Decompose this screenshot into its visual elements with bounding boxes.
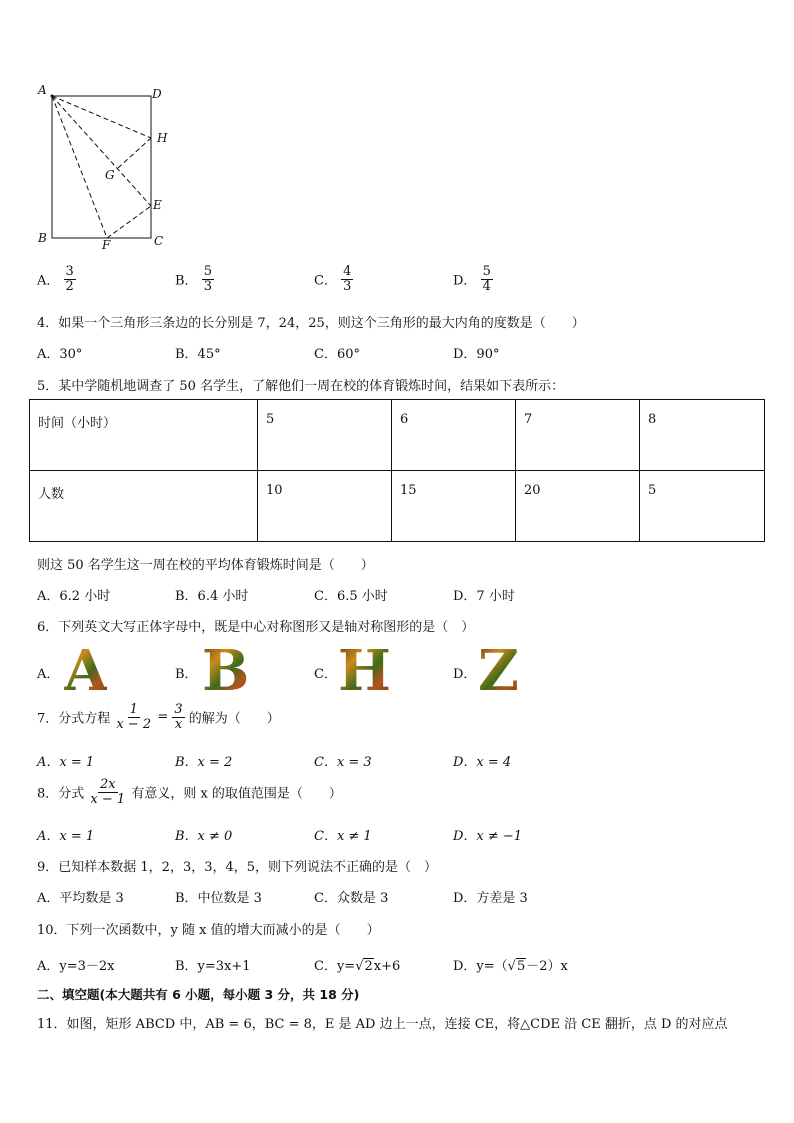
label-F: F <box>102 238 111 252</box>
q5-table <box>29 399 765 542</box>
q3-option-b[interactable]: B． $\frac{5}{3}$ <box>175 264 212 294</box>
q3-option-a[interactable]: A． $\frac{3}{2}$ <box>37 264 74 294</box>
q8-option-b[interactable]: B．x ≠ 0 <box>175 829 233 844</box>
q5-option-a[interactable]: A．6.2 小时 <box>37 589 111 604</box>
label-A: A <box>38 83 47 97</box>
q4-option-d[interactable]: D．90° <box>453 347 500 362</box>
q5-option-b[interactable]: B．6.4 小时 <box>175 589 249 604</box>
q9-option-a[interactable]: A．平均数是 3 <box>37 891 124 906</box>
q6-stem: 6．下列英文大写正体字母中，既是中心对称图形又是轴对称图形的是（ ） <box>37 620 475 635</box>
letter-b-image: B <box>202 638 250 704</box>
q4-option-b[interactable]: B．45° <box>175 347 221 362</box>
q7-option-d[interactable]: D．x = 4 <box>453 755 512 770</box>
q6-option-d-label[interactable]: D． <box>453 667 477 682</box>
q5-option-c[interactable]: C．6.5 小时 <box>314 589 388 604</box>
q10-option-d[interactable]: D．y=（√5－2）x <box>453 959 568 974</box>
q10-option-b[interactable]: B．y=3x+1 <box>175 959 251 974</box>
table-cell: 15 <box>392 471 516 542</box>
q9-option-d[interactable]: D．方差是 3 <box>453 891 528 906</box>
table-cell: 7 <box>516 400 640 471</box>
table-cell: 5 <box>258 400 392 471</box>
letter-z-image: Z <box>478 638 519 704</box>
q9-option-b[interactable]: B．中位数是 3 <box>175 891 262 906</box>
table-cell: 6 <box>392 400 516 471</box>
q5-option-d[interactable]: D．7 小时 <box>453 589 515 604</box>
q8-option-d[interactable]: D．x ≠ −1 <box>453 829 523 844</box>
table-cell: 10 <box>258 471 392 542</box>
q4-option-a[interactable]: A．30° <box>37 347 83 362</box>
rectangle-figure <box>30 80 180 255</box>
q5-stem: 5．某中学随机地调查了 50 名学生，了解他们一周在校的体育锻炼时间，结果如下表所示： <box>37 379 565 394</box>
letter-a-image: A <box>64 638 108 704</box>
q3-fraction-b: $\frac{5}{3}$ <box>203 264 212 294</box>
table-cell: 时间（小时） <box>30 400 258 471</box>
q6-option-a-label[interactable]: A． <box>37 667 60 682</box>
table-cell: 8 <box>640 400 765 471</box>
q9-stem: 9．已知样本数据 1，2，3，3，4，5，则下列说法不正确的是（ ） <box>37 860 438 875</box>
q6-option-c-label[interactable]: C． <box>314 667 337 682</box>
q5-after: 则这 50 名学生这一周在校的平均体育锻炼时间是（ ） <box>37 558 374 573</box>
q9-option-c[interactable]: C．众数是 3 <box>314 891 389 906</box>
q10-stem: 10．下列一次函数中，y 随 x 值的增大而减小的是（ ） <box>37 923 380 938</box>
q7-option-c[interactable]: C．x = 3 <box>314 755 372 770</box>
q8-option-c[interactable]: C．x ≠ 1 <box>314 829 372 844</box>
label-B: B <box>38 231 47 245</box>
q10-option-a[interactable]: A．y=3－2x <box>37 959 115 974</box>
table-row <box>30 400 765 471</box>
table-row <box>30 471 765 542</box>
q3-option-d[interactable]: D． $\frac{5}{4}$ <box>453 264 491 294</box>
table-cell: 5 <box>640 471 765 542</box>
q6-option-b-label[interactable]: B． <box>175 667 198 682</box>
q7-option-a[interactable]: A．x = 1 <box>37 755 95 770</box>
q8-stem: 8．分式 $\frac{2x}{x - 1}$ 有意义，则 x 的取值范围是（ ） <box>37 777 342 807</box>
section-heading: 二、填空题(本大题共有 6 小题，每小题 3 分，共 18 分) <box>37 987 360 1002</box>
q8-option-a[interactable]: A．x = 1 <box>37 829 95 844</box>
q3-option-c[interactable]: C． $\frac{4}{3}$ <box>314 264 352 294</box>
q7-stem: 7．分式方程 $\frac{1}{x - 2}$ = $\frac{3}{x}$ 的解为（ ） <box>37 702 280 732</box>
label-G: G <box>105 168 115 182</box>
table-cell: 20 <box>516 471 640 542</box>
q10-option-c[interactable]: C．y=√2x+6 <box>314 959 401 974</box>
label-C: C <box>154 234 164 248</box>
label-D: D <box>152 87 162 101</box>
q3-fraction-a: $\frac{3}{2}$ <box>65 264 74 294</box>
q3-fraction-d: $\frac{5}{4}$ <box>482 264 491 294</box>
q3-fraction-c: $\frac{4}{3}$ <box>343 264 352 294</box>
letter-h-image: H <box>338 638 391 704</box>
label-E: E <box>153 198 162 212</box>
label-H: H <box>157 131 168 145</box>
q4-option-c[interactable]: C．60° <box>314 347 360 362</box>
q4-stem: 4．如果一个三角形三条边的长分别是 7，24，25，则这个三角形的最大内角的度数是（ ） <box>37 316 585 331</box>
q7-option-b[interactable]: B．x = 2 <box>175 755 233 770</box>
table-cell: 人数 <box>30 471 258 542</box>
q11-stem: 11．如图，矩形 ABCD 中，AB = 6，BC = 8，E 是 AD 边上一点，连接 CE，将△CDE 沿 CE 翻折，点 D 的对应点 <box>37 1017 728 1032</box>
